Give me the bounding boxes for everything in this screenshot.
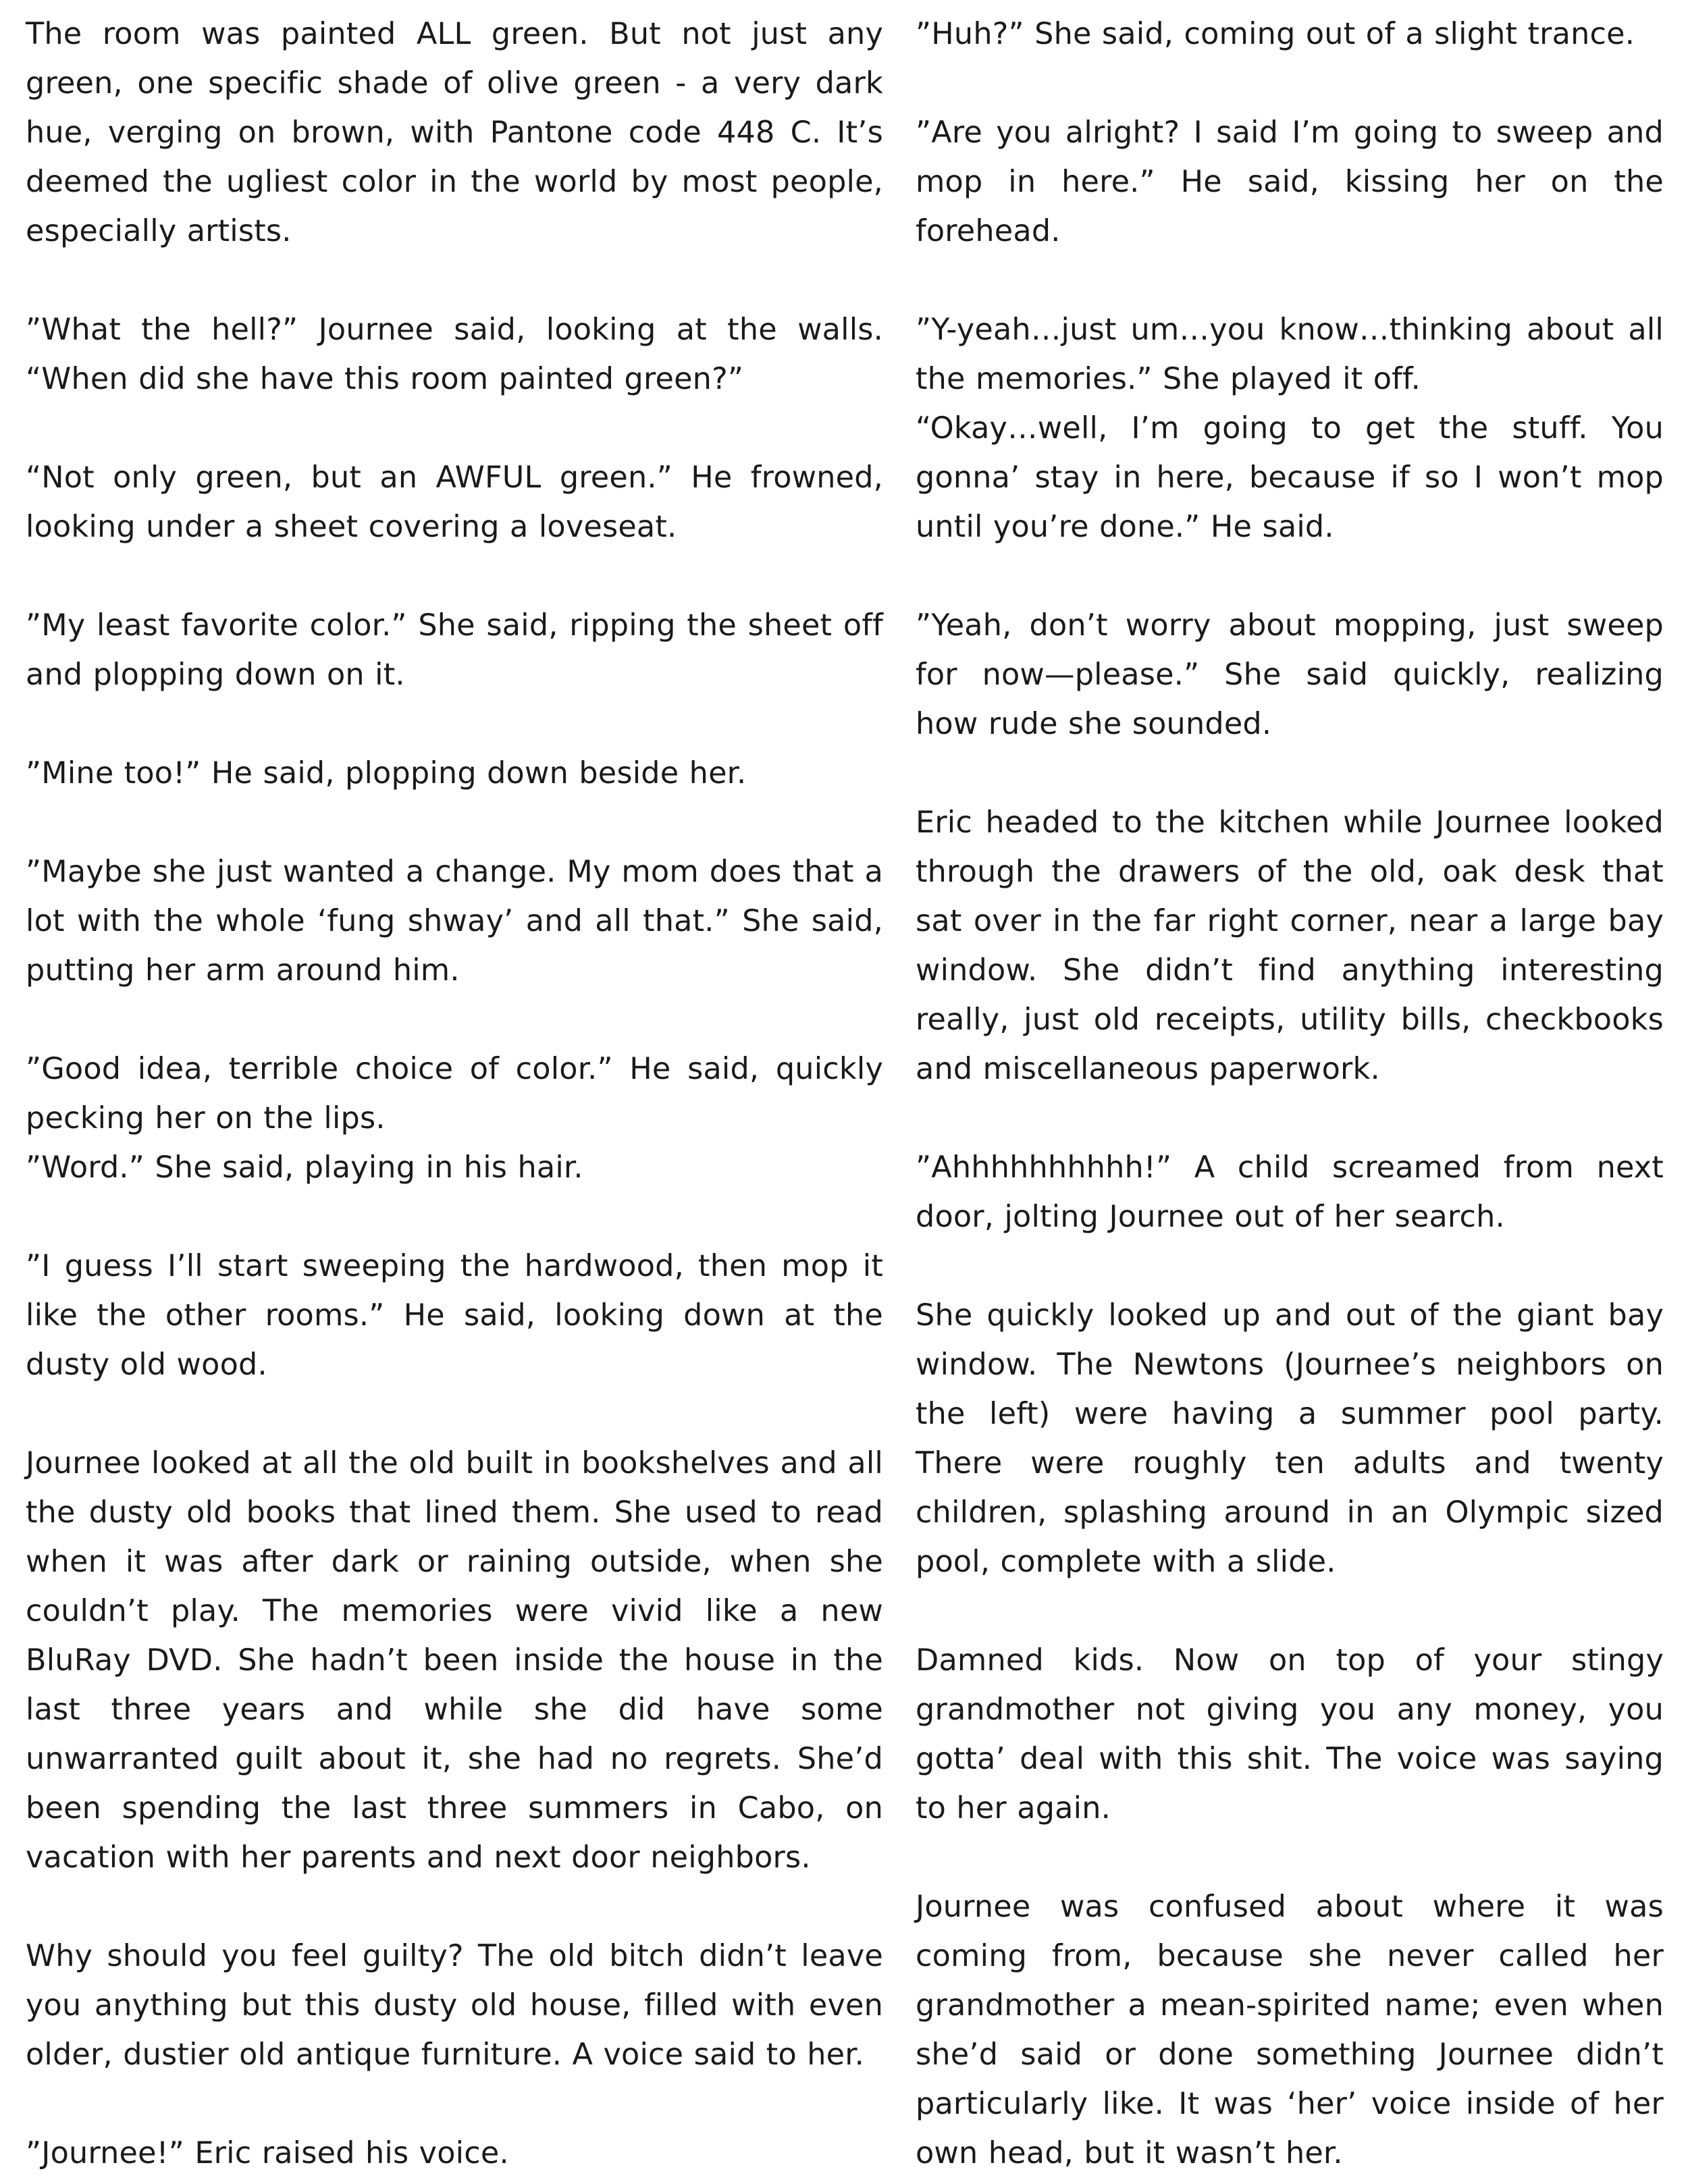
paragraph: ”Huh?” She said, coming out of a slight trance. [916, 17, 1635, 51]
paragraph: Journee was confused about where it was coming from, because she never called her grandmother a mean-spirited name; even when she’d said or done something Journee didn’t particularly like. It was ‘her’ voice inside of her own head, but it wasn’t her. [916, 1890, 1664, 2170]
paragraph: ”Maybe she just wanted a change. My mom does that a lot with the whole ‘fung shway’ and all that.” She said, putting her arm around him. [26, 855, 883, 988]
right-text-column [916, 9, 1664, 2178]
paragraph: ”Y-yeah…just um…you know…thinking about all the memories.” She played it off. [916, 313, 1664, 396]
paragraph: The room was painted ALL green. But not just any green, one specific shade of olive green - a very dark hue, verging on brown, with Pantone code 448 C. It’s deemed the ugliest color in the world by most people, especially artists. [26, 17, 883, 248]
paragraph: ”Good idea, terrible choice of color.” He said, quickly pecking her on the lips. [26, 1052, 883, 1136]
paragraph: ”Yeah, don’t worry about mopping, just sweep for now—please.” She said quickly, realizing how rude she sounded. [916, 608, 1664, 741]
paragraph: ”My least favorite color.” She said, ripping the sheet off and plopping down on it. [26, 608, 883, 692]
paragraph: ”What the hell?” Journee said, looking at the walls. “When did she have this room painted green?” [26, 313, 883, 396]
paragraph: “Okay…well, I’m going to get the stuff. You gonna’ stay in here, because if so I won’t mop until you’re done.” He said. [916, 411, 1664, 544]
left-text-column [26, 9, 883, 2178]
paragraph: She quickly looked up and out of the giant bay window. The Newtons (Journee’s neighbors on the left) were having a summer pool party. There were roughly ten adults and twenty children, splashing around in an Olympic sized pool, complete with a slide. [916, 1298, 1664, 1579]
paragraph: “Not only green, but an AWFUL green.” He frowned, looking under a sheet covering a loveseat. [26, 460, 883, 544]
paragraph: Why should you feel guilty? The old bitch didn’t leave you anything but this dusty old house, filled with even older, dustier old antique furniture. A voice said to her. [26, 1939, 883, 2072]
paragraph: ”I guess I’ll start sweeping the hardwood, then mop it like the other rooms.” He said, looking down at the dusty old wood. [26, 1249, 883, 1382]
paragraph: ”Are you alright? I said I’m going to sweep and mop in here.” He said, kissing her on the forehead. [916, 115, 1664, 248]
paragraph: ”Word.” She said, playing in his hair. [26, 1150, 583, 1185]
paragraph: ”Ahhhhhhhhhh!” A child screamed from next door, jolting Journee out of her search. [916, 1150, 1664, 1234]
paragraph: Journee looked at all the old built in bookshelves and all the dusty old books that lined them. She used to read when it was after dark or raining outside, when she couldn’t play. The memories were vivid like a new BluRay DVD. She hadn’t been inside the house in the last three years and while she did have some unwarranted guilt about it, she had no regrets. She’d been spending the last three summers in Cabo, on vacation with her parents and next door neighbors. [26, 1446, 883, 1875]
paragraph: ”Journee!” Eric raised his voice. [26, 2136, 509, 2170]
paragraph: Eric headed to the kitchen while Journee looked through the drawers of the old, oak desk that sat over in the far right corner, near a large bay window. She didn’t find anything interesting really, just old receipts, utility bills, checkbooks and miscellaneous paperwork. [916, 805, 1664, 1086]
paragraph: ”Mine too!” He said, plopping down beside her. [26, 756, 747, 791]
paragraph: Damned kids. Now on top of your stingy grandmother not giving you any money, you gotta’ deal with this shit. The voice was saying to her again. [916, 1643, 1664, 1826]
